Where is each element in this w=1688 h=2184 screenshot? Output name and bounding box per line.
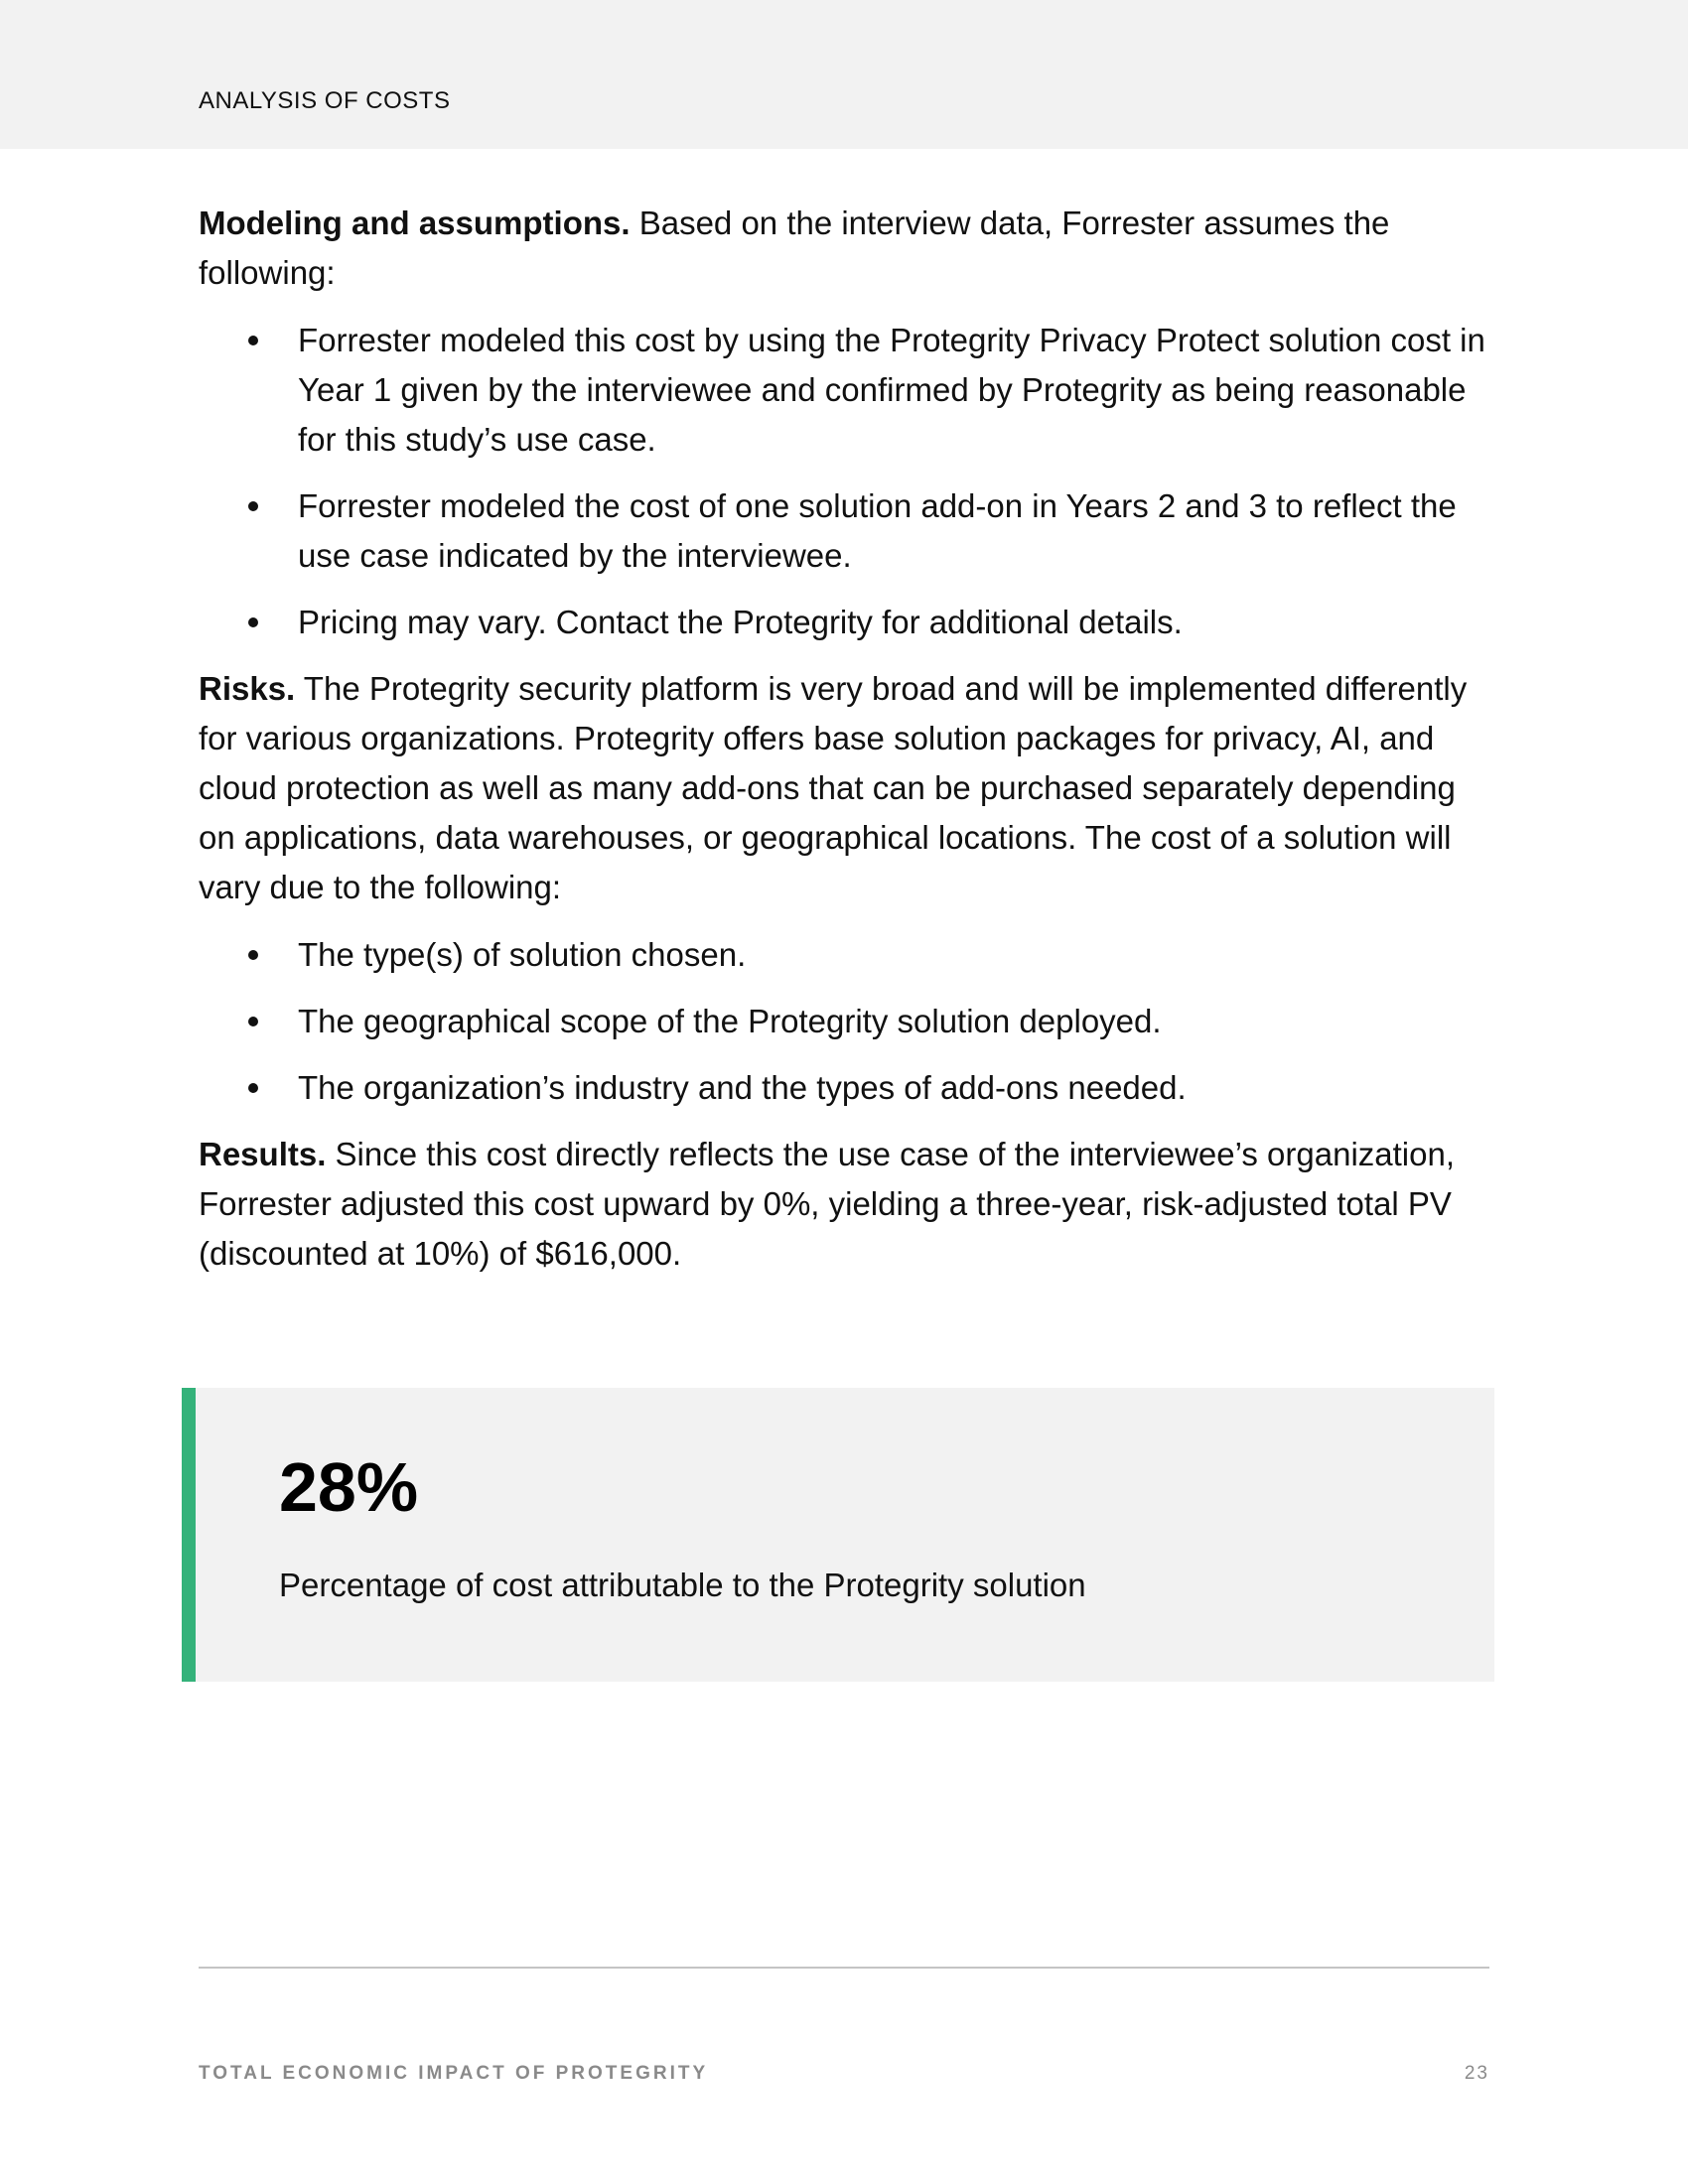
list-item-text: The organization’s industry and the types of add-ons needed. (298, 1069, 1187, 1106)
list-item-text: The type(s) of solution chosen. (298, 936, 747, 973)
bullet-icon (248, 1083, 258, 1093)
modeling-bullet-list (199, 316, 1489, 647)
results-text: Since this cost directly reflects the use case of the interviewee’s organization, Forrester adjusted this cost upward by 0%, yielding a three-year, risk-adjusted total PV (discounted at 10%) of $616,000. (199, 1136, 1456, 1272)
list-item (199, 316, 1489, 465)
bullet-icon (248, 617, 258, 627)
list-item (199, 1063, 1489, 1113)
bullet-icon (248, 501, 258, 511)
section-title: ANALYSIS OF COSTS (199, 87, 451, 114)
results-paragraph (199, 1130, 1489, 1279)
footer-title: TOTAL ECONOMIC IMPACT OF PROTEGRITY (199, 2063, 709, 2084)
list-item-text: Forrester modeled this cost by using the Protegrity Privacy Protect solution cost in Year 1 given by the interviewee and confirmed by Protegrity as being reasonable for this study’s use case. (298, 322, 1485, 458)
list-item-text: Forrester modeled the cost of one solution add-on in Years 2 and 3 to reflect the use case indicated by the interviewee. (298, 487, 1457, 574)
stat-callout (182, 1388, 1494, 1682)
footer-divider (199, 1967, 1489, 1969)
page-header (0, 0, 1688, 149)
results-label: Results. (199, 1136, 327, 1172)
modeling-label: Modeling and assumptions. (199, 205, 631, 241)
list-item-text: Pricing may vary. Contact the Protegrity for additional details. (298, 604, 1183, 640)
bullet-icon (248, 950, 258, 960)
list-item (199, 930, 1489, 980)
bullet-icon (248, 1017, 258, 1026)
list-item (199, 598, 1489, 647)
main-content (199, 199, 1489, 1297)
risks-text: The Protegrity security platform is very broad and will be implemented differently for various organizations. Protegrity offers base solution packages for privacy, AI, and cloud protection as well as many add-ons that can be purchased separately depending on applications, data warehouses, or geographical locations. The cost of a solution will vary due to the following: (199, 670, 1468, 905)
bullet-icon (248, 336, 258, 345)
list-item (199, 997, 1489, 1046)
stat-value: 28% (279, 1448, 419, 1526)
list-item (199, 481, 1489, 581)
list-item-text: The geographical scope of the Protegrity solution deployed. (298, 1003, 1162, 1039)
risks-paragraph (199, 664, 1489, 912)
stat-caption: Percentage of cost attributable to the Protegrity solution (279, 1567, 1086, 1603)
modeling-paragraph (199, 199, 1489, 298)
stat-accent-bar (182, 1388, 196, 1682)
risks-label: Risks. (199, 670, 296, 707)
modeling-text: Based on the interview data, Forrester assumes the following: (199, 205, 1390, 291)
risks-bullet-list (199, 930, 1489, 1113)
page-number: 23 (1464, 2063, 1489, 2084)
